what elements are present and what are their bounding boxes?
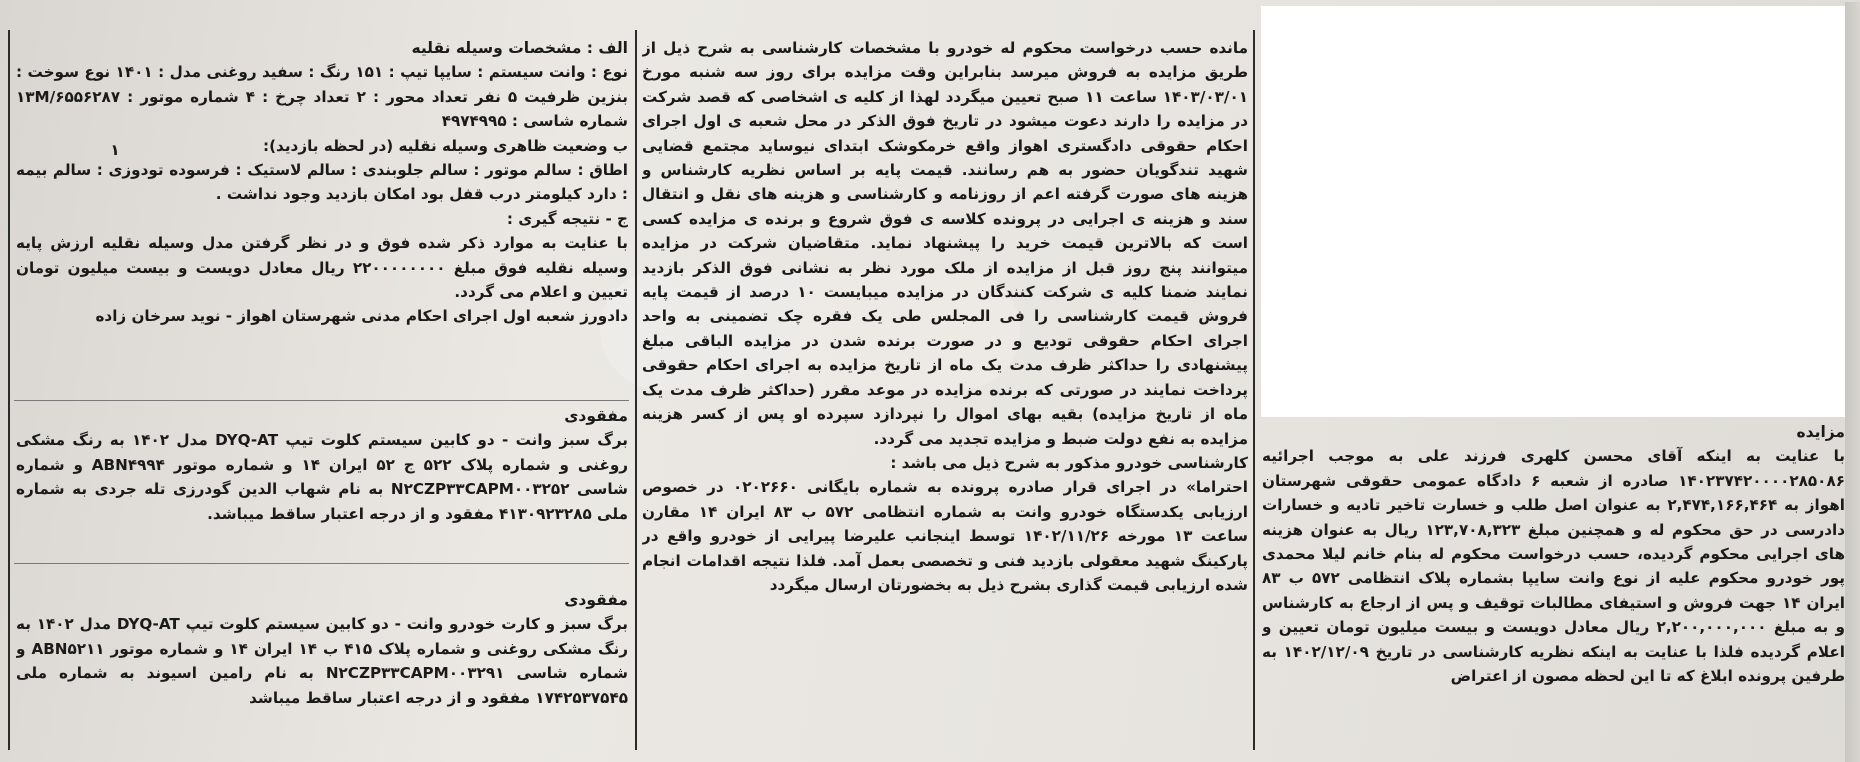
vehicle-spec-heading: الف : مشخصات وسیله نقلیه: [411, 39, 628, 57]
auction-expert-intro: کارشناسی خودرو مذکور به شرح ذیل می باشد :: [890, 453, 1248, 472]
conclusion-text: با عنایت به موارد ذکر شده فوق و در نظر گرفتن مدل وسیله نقلیه ارزش پایه وسیله نقلیه فوق مبلغ ۲۲۰۰۰۰۰۰۰۰ ریال معادل دویست و بیست میلیون تومان تعیین و اعلام می گردد.: [16, 234, 628, 302]
page-edge-shadow: [1845, 2, 1860, 762]
lost-notice-1-title: مفقودی: [564, 407, 628, 425]
signature-line: دادورز شعبه اول اجرای احکام مدنی شهرستان اهواز - نوید سرخان زاده: [95, 307, 628, 326]
column-rule-middle: [635, 30, 637, 750]
conclusion-heading: ج - نتیجه گیری :: [506, 209, 628, 228]
auction-body: مانده حسب درخواست محکوم له خودرو با مشخصات کارشناسی به شرح ذیل از طریق مزایده به فروش میرسد بنابراین وقت مزایده برای روز سه شنبه مورخ ۱۴۰۳/۰۳/۰۱ ساعت ۱۱ صبح تعیین میگردد لهذا از کلیه ی اشخاصی که قصد شرکت در مزایده را دارند دعوت میشود در تاریخ فوق الذکر در محل شعبه ی اول اجرای احکام حقوقی دادگستری اهواز واقع خرمکوشک ابتدای نیوساید مجتمع قضایی شهید تندگویان حضور به هم رسانند. قیمت پایه بر اساس نظریه کارشناس و هزینه های صورت گرفته اعم از روزنامه و کارشناسی و هزینه های نقل و انتقال سند و هزینه ی اجرایی در پرونده کلاسه ی فوق شروع و برنده ی مزایده کسی است که بالاترین قیمت خرید را پیشنهاد نماید. متقاضیان شرکت در مزایده میتوانند پنج روز قبل از مزایده از ملک مورد نظر به نشانی فوق الذکر بازدید نمایند ضمنا کلیه ی شرکت کنندگان در مزایده میبایست ۱۰ درصد از قیمت پایه فروش قیمت کارشناسی را فی المجلس طی یک فقره چک تضمینی به واحد اجرای احکام حقوقی تودیع و در صورت برنده شدن در مزایده الباقی مبلغ پیشنهادی را حداکثر ظرف مدت یک ماه از تاریخ مزایده به اجرای احکام حقوقی پرداخت نمایند در صورتی که برنده مزایده در موعد مقرر (حداکثر ظرف مدت یک ماه از تاریخ مزایده) بقیه بهای اموال را نپردازد سپرده او پس از کسر هزینه مزایده به نفع دولت ضبط و مزایده تجدید می گردد.: [642, 39, 1248, 448]
lost-notice-1-body: برگ سبز وانت - دو کابین سیستم کلوت تیپ DYQ-AT مدل ۱۴۰۲ به رنگ مشکی روغنی و شماره پلاک ۵۲۲ ج ۵۲ ایران ۱۴ و شماره موتور ABN۴۹۹۴ و شماره شاسی N۲CZP۳۳CAPM۰۰۳۲۵۲ به نام شهاب الدین گودرزی تله جردی به شماره ملی ۴۱۳۰۹۲۳۲۸۵ مفقود و از درجه اعتبار ساقط میباشد.: [16, 431, 628, 523]
vehicle-condition-heading: ب وضعیت ظاهری وسیله نقلیه (در لحظه بازدید):: [263, 136, 628, 155]
column-rule-right: [1253, 30, 1255, 750]
section-divider-bottom: [14, 563, 629, 564]
lost-notice-2-body: برگ سبز و کارت خودرو وانت - دو کابین سیستم کلوت تیپ DYQ-AT مدل ۱۴۰۲ به رنگ مشکی روغنی و شماره پلاک ۴۱۵ ب ۱۴ ایران ۱۴ و شماره موتور ABN۵۲۱۱ و شماره شاسی N۲CZP۳۳CAPM۰۰۳۲۹۱ به نام رامین اسیوند به شماره ملی ۱۷۴۲۵۳۷۵۴۵ مفقود و از درجه اعتبار ساقط میباشد: [16, 615, 628, 707]
auction-intro: با عنایت به اینکه آقای محسن کلهری فرزند علی به موجب اجرائیه ۱۴۰۲۳۷۴۲۰۰۰۰۲۸۵۰۸۶ صادره از شعبه ۶ دادگاه عمومی حقوقی شهرستان اهواز به ۲,۴۷۴,۱۶۶,۴۶۴ به عنوان اصل طلب و خسارت تاخیر تادیه و خسارات دادرسی در حق محکوم له و همچنین مبلغ ۱۲۳,۷۰۸,۳۲۳ ریال به عنوان هزینه های اجرایی محکوم گردیده، حسب درخواست محکوم له بنام خانم لیلا محمدی پور خودرو محکوم علیه از نوع وانت سایپا بشماره پلاک انتظامی ۵۷۲ ب ۸۳ ایران ۱۴ جهت فروش و استیفای مطالبات توقیف و پس از ارجاع به کارشناس و به مبلغ ۲,۲۰۰,۰۰۰,۰۰۰ ریال معادل دویست و بیست میلیون تومان تعیین و اعلام گردیده فلذا با عنایت به اینکه نظریه کارشناسی در تاریخ ۱۴۰۲/۱۲/۰۹ به طرفین پرونده ابلاغ که تا این لحظه مصون از اعتراض: [1262, 447, 1845, 686]
auction-middle-column: [642, 36, 1248, 758]
auction-title: مزایده: [1796, 423, 1845, 441]
lost-notice-1: [16, 404, 628, 560]
blank-ad-area: [1261, 6, 1846, 417]
vehicle-spec-details: نوع : وانت سیستم : سایپا تیپ : ۱۵۱ رنگ : سفید روغنی مدل : ۱۴۰۱ نوع سوخت : بنزین ظرفیت ۵ نفر تعداد محور : ۲ تعداد چرخ : ۴ شماره موتور : ۱۳M/۶۵۵۶۲۸۷ شماره شاسی : ۴۹۷۴۹۹۵: [16, 63, 628, 131]
vehicle-condition-details: اطاق : سالم موتور : سالم جلوبندی : سالم لاستیک : فرسوده تودوزی : سالم بیمه : دارد کیلومتر درب قفل بود امکان بازدید وجود نداشت .: [16, 161, 628, 204]
margin-mark: [105, 138, 125, 162]
auction-right-column: [1262, 420, 1845, 760]
auction-expert-report: احتراما» در اجرای قرار صادره پرونده به شماره بایگانی ۰۲۰۲۶۶۰ در خصوص ارزیابی یکدستگاه خودرو وانت به شماره انتظامی ۵۷۲ ب ۸۳ ایران ۱۴ مقارن ساعت ۱۳ مورخه ۱۴۰۲/۱۱/۲۶ توسط اینجانب علیرضا پیرایی از خودرو واقع در پارکینگ شهید معقولی بازدید فنی و تخصصی بعمل آمد. فلذا نتیجه اقدامات انجام شده ارزیابی قیمت گذاری بشرح ذیل به بخضورتان ارسال میگردد: [642, 478, 1248, 594]
vehicle-spec-column: [16, 36, 628, 398]
section-divider-top: [14, 400, 629, 401]
lost-notice-2: [16, 588, 628, 758]
lost-notice-2-title: مفقودی: [564, 591, 628, 609]
margin-mark-text: ۱: [110, 141, 120, 159]
column-rule-left: [8, 30, 10, 750]
